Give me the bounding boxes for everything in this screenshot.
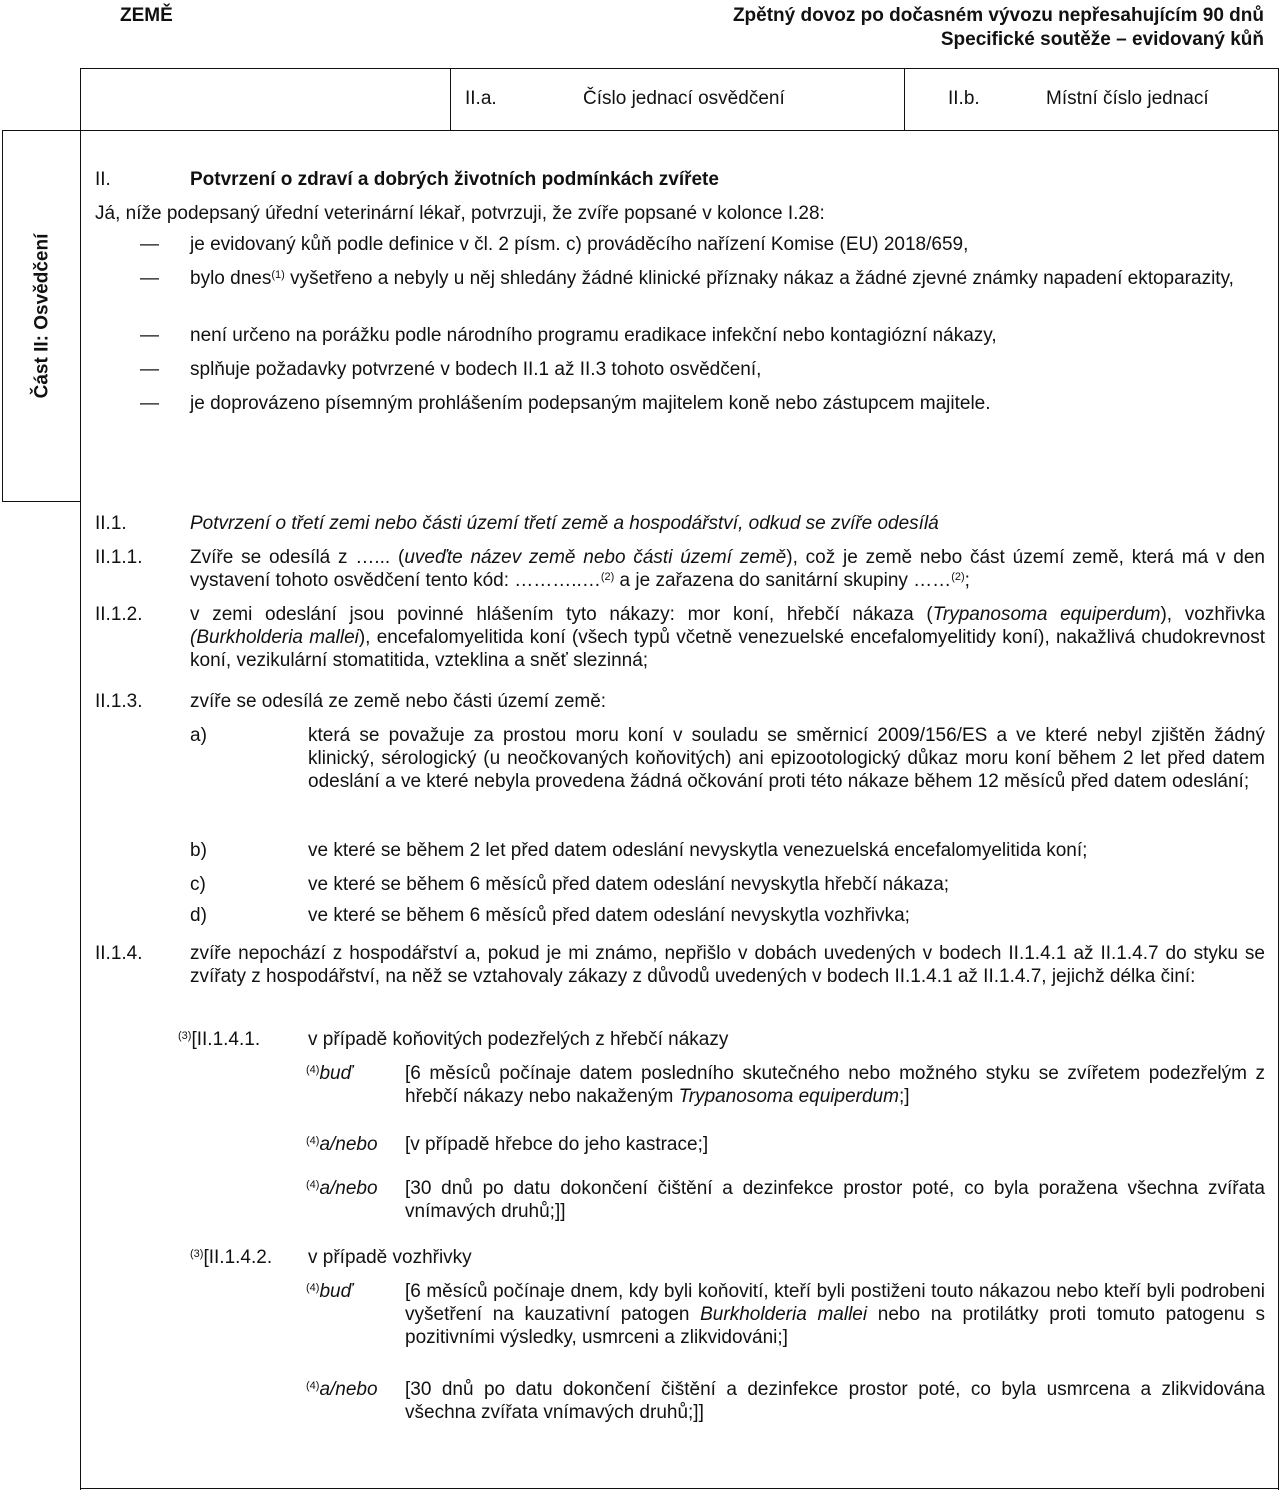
certificate-title — [733, 4, 1264, 52]
divider — [450, 69, 451, 130]
s111-text — [190, 546, 1265, 592]
s1141-option-1 — [405, 1062, 1265, 1108]
option-label-text: buď — [319, 1281, 353, 1302]
item-letter: d) — [190, 905, 207, 926]
reference-row — [80, 68, 1279, 130]
bottom-border — [80, 1488, 1279, 1489]
ref-b-label: Místní číslo jednací — [1046, 88, 1209, 109]
s113-text: zvíře se odesílá ze země nebo části území země: — [190, 691, 607, 712]
s111-part: ), což je země nebo část území země, která má v den vystavení tohoto osvědčení tento kód: ………..… — [190, 547, 1266, 591]
option-text: [6 měsíců počínaje datem posledního skutečného nebo možného styku se zvířetem podezřelým z hřebčí nákazy nebo nakaženým — [405, 1063, 1265, 1107]
bullet-1: je evidovaný kůň podle definice v čl. 2 písm. c) prováděcího nařízení Komise (EU) 2018/659, — [190, 234, 969, 255]
dash: — — [140, 234, 159, 255]
s1-title: Potvrzení o třetí zemi nebo části území třetí země a hospodářství, odkud se zvíře odesílá — [190, 513, 939, 534]
s1142-code — [190, 1246, 272, 1269]
certificate-title-line2: Specifické soutěže – evidovaný kůň — [940, 29, 1264, 50]
divider — [904, 69, 905, 130]
certificate-title-line1: Zpětný dovoz po dočasném vývozu nepřesahujícím 90 dnů — [732, 5, 1264, 26]
s1141-option-2: [v případě hřebce do jeho kastrace;] — [405, 1134, 709, 1155]
bullet-4: splňuje požadavky potvrzené v bodech II.1 až II.3 tohoto osvědčení, — [190, 359, 762, 380]
s1142-option-1 — [405, 1280, 1265, 1349]
option-italic: Trypanosoma equiperdum — [678, 1086, 899, 1107]
option-label-text: a/nebo — [319, 1379, 378, 1400]
dash: — — [140, 393, 159, 414]
s1142-code-text: [II.1.4.2. — [203, 1247, 273, 1268]
footnote-ref: (4) — [306, 1064, 320, 1076]
s112-text — [190, 603, 1265, 672]
section-code: II. — [95, 169, 111, 190]
item-c-text: ve které se během 6 měsíců před datem odeslání nevyskytla hřebčí nákaza; — [308, 874, 950, 895]
ref-a-code: II.a. — [465, 88, 497, 109]
section-title: Potvrzení o zdraví a dobrých životních podmínkách zvířete — [190, 169, 719, 190]
s112-part: ), encefalomyelitida koní (všech typů včetně venezuelské encefalomyelitidy koní), nakažlivá chudokrevnost koní, vezikulární stomatitida, vzteklina a sněť slezinná; — [190, 627, 1265, 671]
ref-b-code: II.b. — [948, 88, 980, 109]
s1142-text: v případě vozhřivky — [308, 1247, 472, 1268]
s112-part: ), vozhřivka — [1160, 604, 1266, 625]
footnote-ref: (3) — [178, 1030, 192, 1042]
footnote-ref: (2) — [951, 571, 965, 583]
s114-code: II.1.4. — [95, 943, 143, 964]
s111-part: a je zařazena do sanitární skupiny …… — [614, 570, 952, 591]
option-label — [306, 1280, 352, 1303]
bullet-5: je doprovázeno písemným prohlášením podepsaným majitelem koně nebo zástupcem majitele. — [190, 393, 991, 414]
footnote-ref: (3) — [190, 1248, 204, 1260]
option-label — [306, 1177, 378, 1200]
section-intro: Já, níže podepsaný úřední veterinární lékař, potvrzuji, že zvíře popsané v kolonce I.28: — [95, 203, 825, 224]
bullet-2-start: bylo dnes — [190, 268, 272, 289]
item-a-text: která se považuje za prostou moru koní v souladu se směrnicí 2009/156/ES a ve které nebyl zjištěn žádný klinický, sérologický (u neočkovaných koňovitých) ani epizootologický důkaz moru koní během 2 let před datem odeslání a ve které nebyla provedena žádná očkování proti této nákaze během 12 měsíců před datem odeslání; — [308, 725, 1265, 792]
item-d-text: ve které se během 6 měsíců před datem odeslání nevyskytla vozhřivka; — [308, 905, 910, 926]
side-label: Část II: Osvědčení — [31, 233, 53, 399]
option-text: [6 měsíců počínaje dnem, kdy byli koňovití, kteří byli postiženi touto nákazou nebo kteří byli podrobeni vyšetření na kauzativní patogen — [405, 1281, 1265, 1325]
ref-a-label: Číslo jednací osvědčení — [583, 88, 785, 109]
s114-text: zvíře nepochází z hospodářství a, pokud je mi známo, nepřišlo v dobách uvedených v bodech II.1.4.1 až II.1.4.7 do styku se zvířaty z hospodářství, na něž se vztahovaly zákazy z důvodů uvedených v bodech II.1.4.1 až II.1.4.7, jejichž délka činí: — [190, 943, 1265, 987]
bullet-3: není určeno na porážku podle národního programu eradikace infekční nebo kontagiózní nákazy, — [190, 325, 997, 346]
footnote-ref: (4) — [306, 1179, 320, 1191]
s1141-text: v případě koňovitých podezřelých z hřebčí nákazy — [308, 1029, 729, 1050]
dash: — — [140, 359, 159, 380]
bullet-2-rest: vyšetřeno a nebyly u něj shledány žádné klinické příznaky nákaz a žádné zjevné známky napadení ektoparazity, — [284, 268, 1234, 289]
s111-code: II.1.1. — [95, 547, 143, 568]
option-label-text: buď — [319, 1063, 353, 1084]
footnote-ref: (4) — [306, 1282, 320, 1294]
s112-part: v zemi odeslání jsou povinné hlášením tyto nákazy: mor koní, hřebčí nákaza ( — [190, 604, 933, 625]
s111-italic: uveďte název země nebo části území země — [404, 547, 787, 568]
option-label — [306, 1062, 352, 1085]
side-tab — [2, 130, 81, 502]
dash: — — [140, 325, 159, 346]
s113-code: II.1.3. — [95, 691, 143, 712]
s1-code: II.1. — [95, 513, 127, 534]
s112-italic: Trypanosoma equiperdum — [932, 604, 1161, 625]
footnote-ref: (2) — [600, 571, 615, 583]
option-label-text: a/nebo — [319, 1178, 378, 1199]
item-letter: b) — [190, 840, 207, 861]
option-label-text: a/nebo — [319, 1134, 378, 1155]
option-text-end: nebo na protilátky proti tomuto patogenu s pozitivními výsledky, usmrceni a zlikvidováni;] — [405, 1304, 1265, 1348]
country-heading: ZEMĚ — [120, 5, 173, 26]
s1141-code-text: [II.1.4.1. — [191, 1029, 261, 1050]
item-letter: a) — [190, 725, 207, 746]
s1142-option-2: [30 dnů po datu dokončení čištění a dezinfekce prostor poté, co byla usmrcena a zlikvidována všechna zvířata vnímavých druhů;]] — [405, 1379, 1265, 1423]
footnote-ref: (1) — [271, 269, 285, 281]
bullet-2 — [190, 267, 1265, 290]
footnote-ref: (4) — [306, 1135, 320, 1147]
dash: — — [140, 268, 159, 289]
s1141-code — [178, 1028, 260, 1051]
option-italic: Burkholderia mallei — [700, 1304, 868, 1325]
item-letter: c) — [190, 874, 206, 895]
s112-italic: (Burkholderia mallei — [190, 627, 359, 648]
option-label — [306, 1133, 378, 1156]
item-b-text: ve které se během 2 let před datem odeslání nevyskytla venezuelská encefalomyelitida koní; — [308, 840, 1088, 861]
option-text-end: ;] — [898, 1086, 910, 1107]
footnote-ref: (4) — [306, 1380, 320, 1392]
s1141-option-3: [30 dnů po datu dokončení čištění a dezinfekce prostor poté, co byla poražena všechna zvířata vnímavých druhů;]] — [405, 1178, 1265, 1222]
option-label — [306, 1378, 378, 1401]
s111-part: Zvíře se odesílá z …... ( — [190, 547, 405, 568]
s112-code: II.1.2. — [95, 604, 143, 625]
s111-part: ; — [964, 570, 970, 591]
